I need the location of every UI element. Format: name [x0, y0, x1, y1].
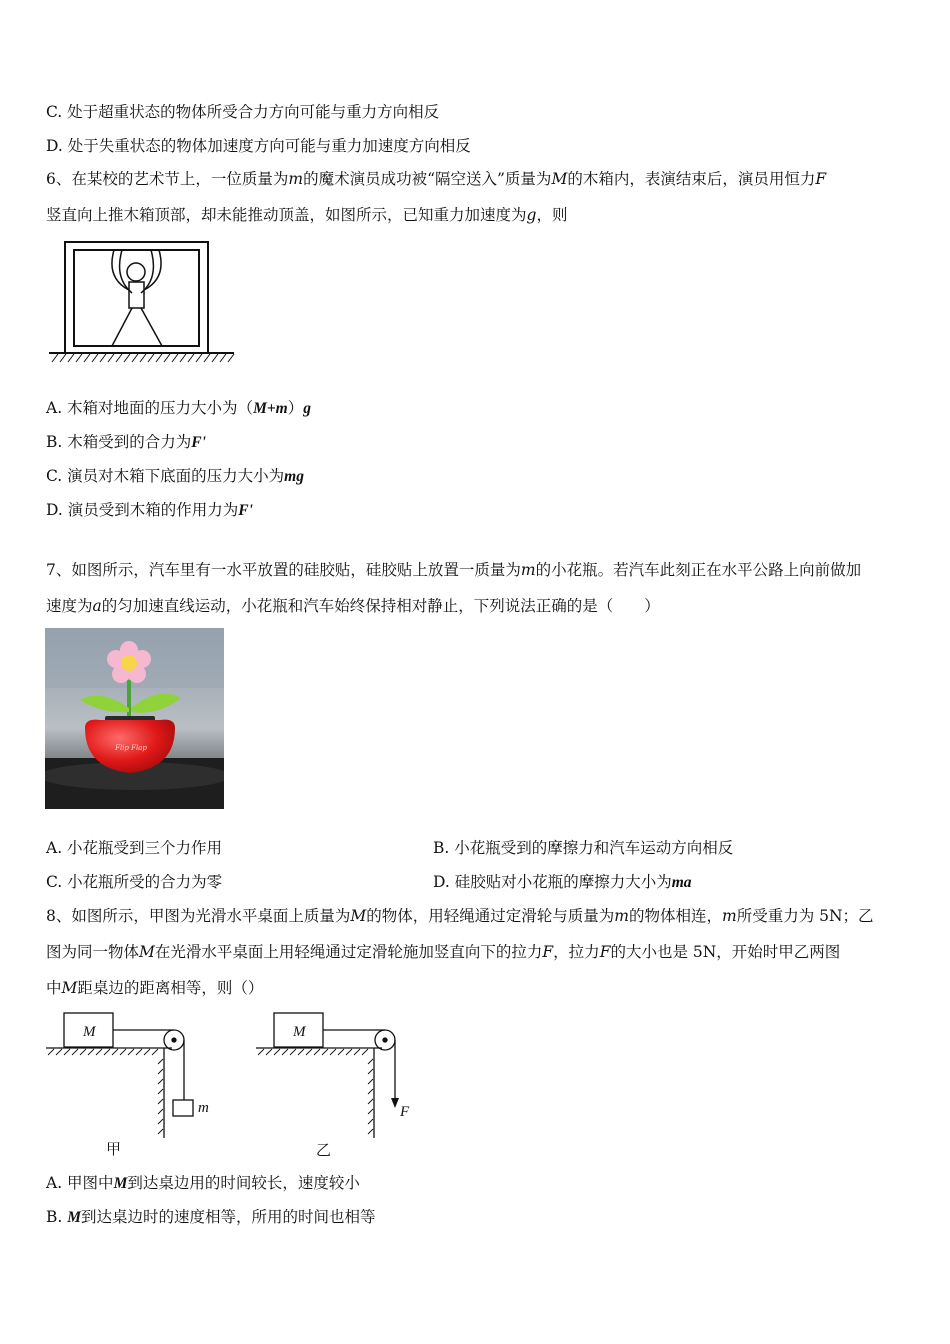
pulley-figures [42, 1008, 422, 1164]
label-M-right: M [293, 1024, 306, 1040]
pot-label: Flip Flap [115, 744, 147, 752]
q6-option-b: B. 木箱受到的合力为F' [46, 433, 206, 451]
prev-option-d: D. 处于失重状态的物体加速度方向可能与重力加速度方向相反 [46, 137, 471, 155]
label-M-left: M [83, 1024, 96, 1040]
question-8-text: 8、如图所示，甲图为光滑水平桌面上质量为M的物体，用轻绳通过定滑轮与质量为m的物体相连，m所受重力为 5N；乙 图为同一物体M在光滑水平桌面上用轻绳通过定滑轮施加竖直向下的拉力F，拉力F的大小也是 5N，开始时甲乙两图 中M距桌边的距离相等，则（） [46, 907, 874, 997]
label-m: m [198, 1100, 209, 1116]
caption-yi: 乙 [316, 1141, 332, 1159]
q7-option-c: C. 小花瓶所受的合力为零 [46, 873, 223, 891]
question-7-text: 7、如图所示，汽车里有一水平放置的硅胶贴，硅胶贴上放置一质量为m的小花瓶。若汽车此刻正在水平公路上向前做加 速度为a的匀加速直线运动，小花瓶和汽车始终保持相对静止，下列说法正确的是（ ） [46, 561, 862, 615]
q6-option-c: C. 演员对木箱下底面的压力大小为mg [46, 467, 304, 485]
label-F: F [400, 1104, 410, 1120]
magician-box-figure [44, 238, 240, 368]
caption-jia: 甲 [106, 1140, 122, 1158]
q7-option-b: B. 小花瓶受到的摩擦力和汽车运动方向相反 [433, 839, 734, 857]
q8-option-a: A. 甲图中M到达桌边用的时间较长，速度较小 [46, 1174, 360, 1192]
q7-option-a: A. 小花瓶受到三个力作用 [46, 839, 223, 857]
q6-option-a: A. 木箱对地面的压力大小为（M+m）g [46, 399, 311, 417]
prev-option-c: C. 处于超重状态的物体所受合力方向可能与重力方向相反 [46, 103, 440, 121]
q6-option-d: D. 演员受到木箱的作用力为F' [46, 501, 253, 519]
q7-option-d: D. 硅胶贴对小花瓶的摩擦力大小为ma [433, 873, 692, 891]
q8-option-b: B. M到达桌边时的速度相等，所用的时间也相等 [46, 1208, 376, 1226]
flower-pot-photo [45, 628, 224, 809]
question-6-text: 6、在某校的艺术节上，一位质量为m的魔术演员成功被“隔空送入”质量为M的木箱内，表演结束后，演员用恒力F 竖直向上推木箱顶部，却未能推动顶盖，如图所示，已知重力加速度为g，则 [46, 170, 827, 224]
force-arrow-icon [391, 1098, 399, 1108]
hanging-block-m [173, 1100, 193, 1116]
